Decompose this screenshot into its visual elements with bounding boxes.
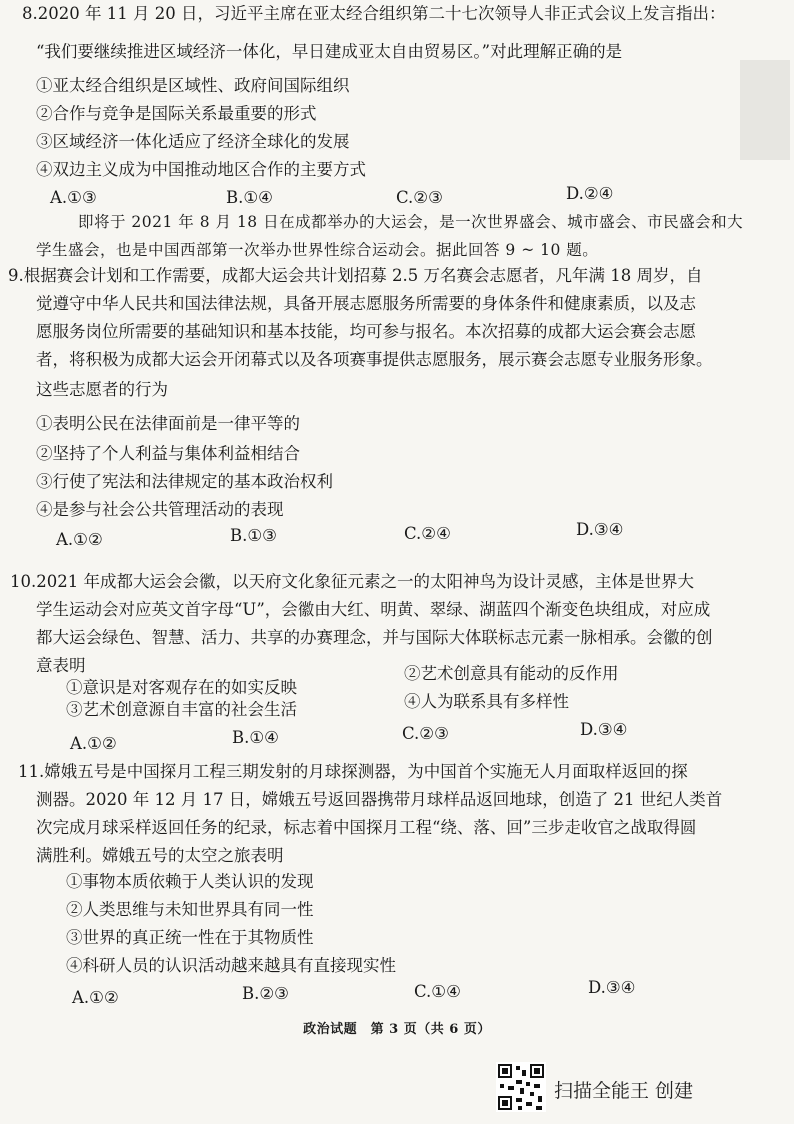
q10-stem-line-2: 学生运动会对应英文首字母“U”，会徽由大红、明黄、翠绿、湖蓝四个渐变色块组成，对应成 <box>36 600 711 619</box>
q8-option-d: D.②④ <box>566 184 614 203</box>
q9-item-1: ①表明公民在法律面前是一律平等的 <box>36 414 300 433</box>
q9-stem-line-5: 这些志愿者的行为 <box>36 380 168 399</box>
q9-stem-line-2: 觉遵守中华人民共和国法律法规，具备开展志愿服务所需要的身体条件和健康素质，以及志 <box>36 294 696 313</box>
q9-option-b: B.①③ <box>230 526 277 545</box>
q9-stem-line-3: 愿服务岗位所需要的基础知识和基本技能，均可参与报名。本次招募的成都大运会赛会志愿 <box>36 322 696 341</box>
q9-item-4: ④是参与社会公共管理活动的表现 <box>36 500 284 519</box>
q8-option-b: B.①④ <box>226 188 273 207</box>
q11-item-1: ①事物本质依赖于人类认识的发现 <box>66 872 314 891</box>
q9-item-3: ③行使了宪法和法律规定的基本政治权利 <box>36 472 333 491</box>
q9-option-d: D.③④ <box>576 520 624 539</box>
q10-item-3: ③艺术创意源自丰富的社会生活 <box>66 700 297 719</box>
q8-stem-line-2: “我们要继续推进区域经济一体化，早日建成亚太自由贸易区。”对此理解正确的是 <box>36 42 623 61</box>
q10-stem-line-4: 意表明 <box>36 656 86 675</box>
q11-stem-line-4: 满胜利。嫦娥五号的太空之旅表明 <box>36 846 284 865</box>
q10-item-1: ①意识是对客观存在的如实反映 <box>66 678 297 697</box>
q10-stem-line-1: 10.2021 年成都大运会会徽，以天府文化象征元素之一的太阳神鸟为设计灵感，主体是世界大 <box>10 572 694 591</box>
q9-item-2: ②坚持了个人利益与集体利益相结合 <box>36 444 300 463</box>
q9-option-a: A.①② <box>56 530 103 549</box>
q10-option-c: C.②③ <box>402 724 449 743</box>
intro-line-2: 学生盛会，也是中国西部第一次举办世界性综合运动会。据此回答 9 ~ 10 题。 <box>36 241 599 259</box>
q11-option-c: C.①④ <box>414 982 461 1001</box>
q9-stem-line-1: 9.根据赛会计划和工作需要，成都大运会共计划招募 2.5 万名赛会志愿者，凡年满 18 周岁，自 <box>8 266 703 285</box>
q10-option-d: D.③④ <box>580 720 628 739</box>
watermark-text: 扫描全能王 创建 <box>554 1080 694 1102</box>
q8-item-1: ①亚太经合组织是区域性、政府间国际组织 <box>36 76 350 95</box>
q8-item-2: ②合作与竞争是国际关系最重要的形式 <box>36 104 317 123</box>
q11-stem-line-2: 测器。2020 年 12 月 17 日，嫦娥五号返回器携带月球样品返回地球，创造了 21 世纪人类首 <box>36 790 723 809</box>
scan-bleed <box>740 60 790 160</box>
q11-item-2: ②人类思维与未知世界具有同一性 <box>66 900 314 919</box>
q11-option-d: D.③④ <box>588 978 636 997</box>
q8-option-c: C.②③ <box>396 188 443 207</box>
q10-item-2: ②艺术创意具有能动的反作用 <box>404 664 619 683</box>
scanner-watermark <box>496 1062 756 1118</box>
intro-line-1: 即将于 2021 年 8 月 18 日在成都举办的大运会，是一次世界盛会、城市盛会、市民盛会和大 <box>78 213 744 231</box>
q10-option-a: A.①② <box>70 734 117 753</box>
qr-code-icon <box>496 1062 546 1112</box>
q10-stem-line-3: 都大运会绿色、智慧、活力、共享的办赛理念，并与国际大体联标志元素一脉相承。会徽的创 <box>36 628 713 647</box>
q10-option-b: B.①④ <box>232 728 279 747</box>
q9-stem-line-4: 者，将积极为成都大运会开闭幕式以及各项赛事提供志愿服务，展示赛会志愿专业服务形象。 <box>36 350 713 369</box>
q9-option-c: C.②④ <box>404 524 451 543</box>
q8-option-a: A.①③ <box>50 188 97 207</box>
q11-item-3: ③世界的真正统一性在于其物质性 <box>66 928 314 947</box>
q8-stem-line-1: 8.2020 年 11 月 20 日，习近平主席在亚太经合组织第二十七次领导人非正式会议上发言指出： <box>22 4 726 23</box>
q11-stem-line-1: 11.嫦娥五号是中国探月工程三期发射的月球探测器，为中国首个实施无人月面取样返回的探 <box>18 762 688 781</box>
q8-item-4: ④双边主义成为中国推动地区合作的主要方式 <box>36 160 366 179</box>
q11-option-b: B.②③ <box>242 984 289 1003</box>
q8-item-3: ③区域经济一体化适应了经济全球化的发展 <box>36 132 350 151</box>
q11-stem-line-3: 次完成月球采样返回任务的纪录，标志着中国探月工程“绕、落、回”三步走收官之战取得圆 <box>36 818 697 837</box>
page-footer: 政治试题 第 3 页（共 6 页） <box>303 1022 491 1037</box>
q10-item-4: ④人为联系具有多样性 <box>404 692 569 711</box>
q11-item-4: ④科研人员的认识活动越来越具有直接现实性 <box>66 956 396 975</box>
q11-option-a: A.①② <box>72 988 119 1007</box>
